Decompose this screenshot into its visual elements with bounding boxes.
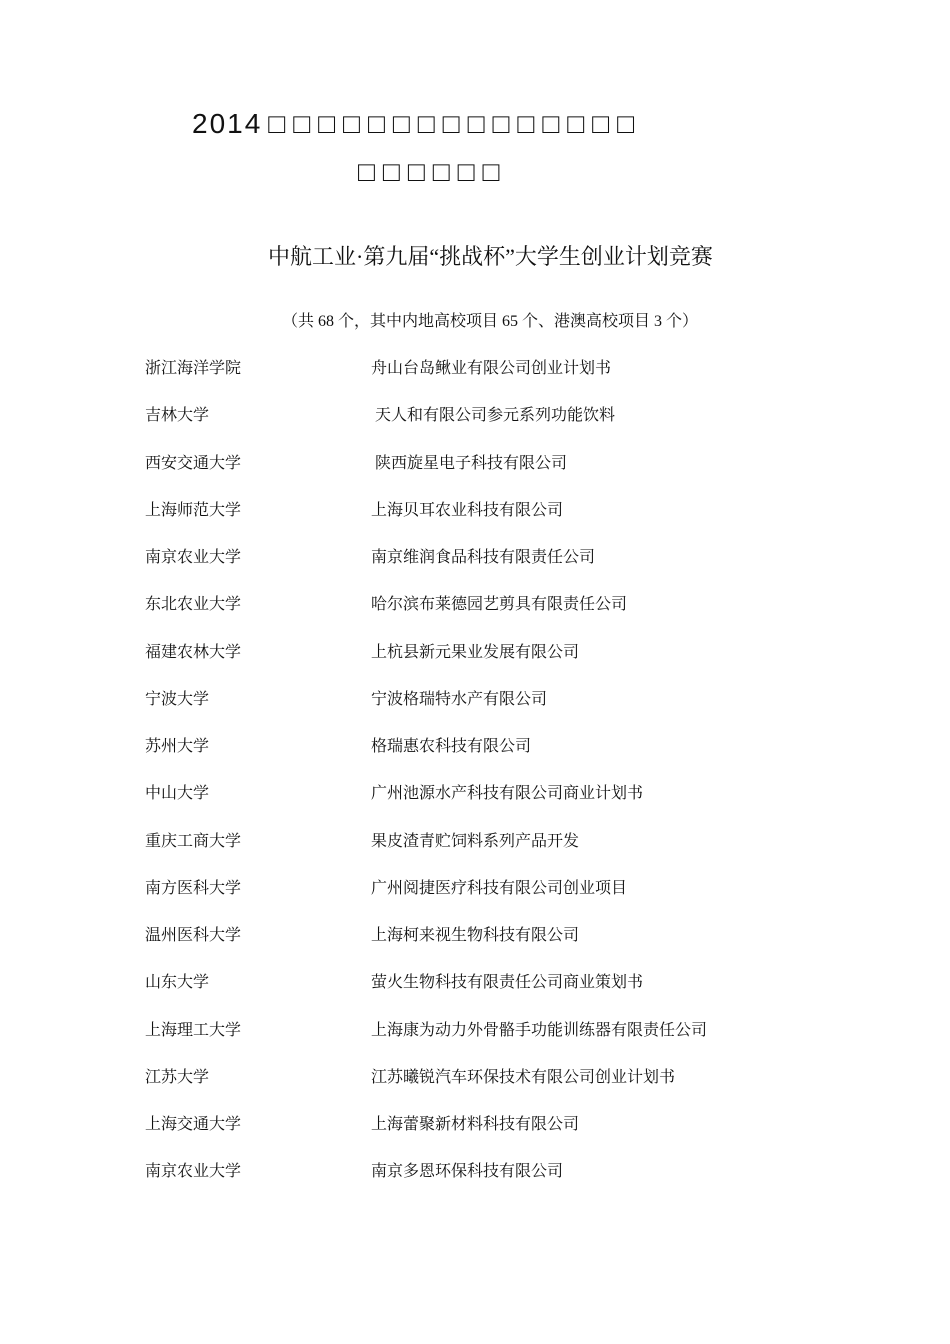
- school-name: 山东大学: [145, 974, 210, 992]
- competition-heading: 中航工业·第九届“挑战杯”大学生创业计划竞赛: [268, 244, 713, 269]
- school-name: 南京农业大学: [145, 549, 242, 566]
- school-name: 温州医科大学: [145, 927, 242, 944]
- school-name: 浙江海洋学院: [145, 360, 242, 377]
- school-name: 中山大学: [145, 785, 210, 803]
- school-name: 上海交通大学: [145, 1116, 242, 1133]
- list-item: [0, 403, 950, 450]
- project-name: 萤火生物科技有限责任公司商业策划书: [371, 974, 644, 992]
- project-name: 广州阅捷医疗科技有限公司创业项目: [371, 879, 628, 897]
- project-name: 陕西旋星电子科技有限公司: [375, 454, 568, 472]
- project-name: 舟山台岛鳅业有限公司创业计划书: [371, 360, 612, 377]
- list-item: [0, 640, 950, 687]
- list-item: [0, 687, 950, 734]
- school-name: 上海师范大学: [145, 501, 242, 519]
- list-item: [0, 356, 950, 403]
- list-item: [0, 451, 950, 498]
- list-item: [0, 970, 950, 1017]
- project-name: 果皮渣青贮饲料系列产品开发: [371, 832, 580, 850]
- project-list: [0, 356, 950, 1207]
- document-title-line-2: □□□□□□: [358, 156, 508, 187]
- list-item: [0, 781, 950, 828]
- school-name: 重庆工商大学: [145, 832, 242, 850]
- list-item: [0, 734, 950, 781]
- list-item: [0, 1018, 950, 1065]
- project-name: 上海蕾聚新材料科技有限公司: [371, 1116, 580, 1133]
- project-name: 江苏曦锐汽车环保技术有限公司创业计划书: [371, 1068, 676, 1086]
- project-name: 上海柯来视生物科技有限公司: [371, 927, 580, 944]
- list-item: [0, 1112, 950, 1159]
- project-name: 格瑞惠农科技有限公司: [371, 738, 532, 755]
- list-item: [0, 1065, 950, 1112]
- school-name: 吉林大学: [145, 407, 210, 425]
- school-name: 苏州大学: [145, 738, 210, 755]
- list-item: [0, 829, 950, 876]
- document-title-line-1: [192, 104, 642, 144]
- school-name: 上海理工大学: [145, 1021, 242, 1039]
- title-line-1-text: □□□□□□□□□□□□□□□: [268, 108, 642, 139]
- school-name: 西安交通大学: [145, 454, 242, 472]
- school-name: 宁波大学: [145, 690, 210, 708]
- project-name: 天人和有限公司参元系列功能饮料: [375, 407, 616, 425]
- list-item: [0, 498, 950, 545]
- project-name: 哈尔滨布莱德园艺剪具有限责任公司: [371, 596, 628, 614]
- list-item: [0, 876, 950, 923]
- school-name: 福建农林大学: [145, 643, 242, 661]
- project-count-note: （共 68 个，其中内地高校项目 65 个、港澳高校项目 3 个）: [282, 313, 699, 330]
- project-name: 上海康为动力外骨骼手功能训练器有限责任公司: [371, 1021, 708, 1039]
- title-year: 2014: [192, 108, 263, 139]
- school-name: 东北农业大学: [145, 596, 242, 614]
- school-name: 南方医科大学: [145, 879, 242, 897]
- project-name: 广州池源水产科技有限公司商业计划书: [371, 785, 644, 803]
- list-item: [0, 545, 950, 592]
- school-name: 江苏大学: [145, 1068, 210, 1086]
- project-name: 南京多恩环保科技有限公司: [371, 1163, 564, 1181]
- project-name: 南京维润食品科技有限责任公司: [371, 549, 596, 566]
- list-item: [0, 1159, 950, 1206]
- project-name: 上杭县新元果业发展有限公司: [371, 643, 580, 661]
- project-name: 上海贝耳农业科技有限公司: [371, 501, 564, 519]
- school-name: 南京农业大学: [145, 1163, 242, 1181]
- list-item: [0, 592, 950, 639]
- list-item: [0, 923, 950, 970]
- project-name: 宁波格瑞特水产有限公司: [371, 690, 548, 708]
